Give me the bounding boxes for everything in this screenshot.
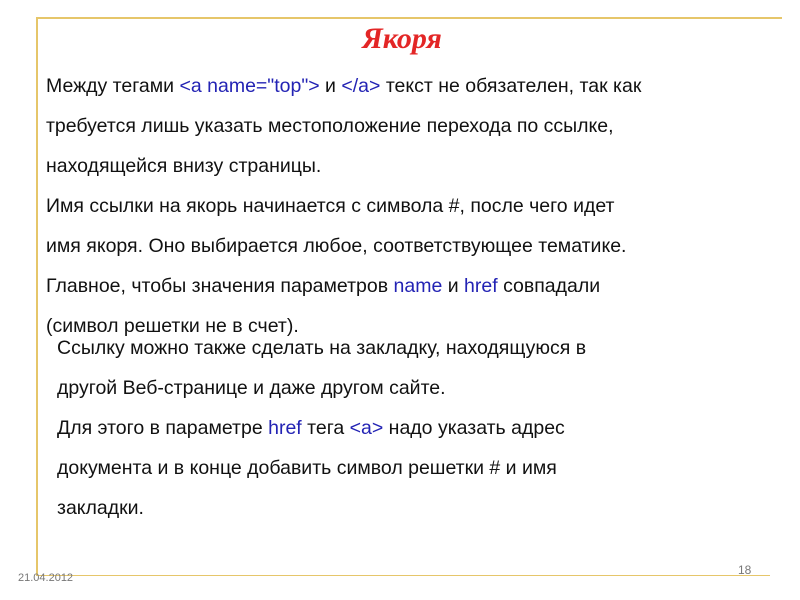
slide-frame-top-border — [38, 17, 782, 19]
code-keyword: href — [268, 417, 302, 439]
text-line — [46, 66, 641, 106]
text-fragment: и — [442, 275, 465, 297]
paragraph-anchors — [46, 66, 641, 346]
text-fragment: совпадали — [497, 275, 601, 297]
code-keyword: </a> — [341, 75, 381, 97]
text-line: имя якоря. Оно выбирается любое, соответствующее тематике. — [46, 235, 627, 257]
code-keyword: href — [464, 275, 498, 297]
text-line: находящейся внизу страницы. — [46, 155, 322, 177]
text-line: (символ решетки не в счет). — [46, 315, 299, 337]
text-line: документа и в конце добавить символ решетки # и имя — [57, 457, 557, 479]
text-fragment: тега — [301, 417, 350, 439]
text-line: закладки. — [57, 497, 144, 519]
code-keyword: <a name="top"> — [179, 75, 320, 97]
slide-page-number: 18 — [738, 563, 752, 577]
text-fragment: Главное, чтобы значения параметров — [46, 275, 394, 297]
paragraph-bookmarks — [57, 328, 586, 528]
code-keyword: <a> — [349, 417, 384, 439]
text-line — [57, 408, 586, 448]
slide-frame-bottom-border — [36, 575, 770, 576]
text-fragment: Для этого в параметре — [57, 417, 269, 439]
text-line: другой Веб-странице и даже другом сайте. — [57, 377, 446, 399]
slide-frame-left-border — [36, 17, 38, 575]
text-fragment: надо указать адрес — [383, 417, 565, 439]
text-fragment: и — [319, 75, 342, 97]
code-keyword: name — [393, 275, 443, 297]
slide-date: 21.04.2012 — [18, 572, 74, 584]
text-line — [46, 266, 641, 306]
text-fragment: Между тегами — [46, 75, 180, 97]
text-line: Имя ссылки на якорь начинается с символа #, после чего идет — [46, 195, 615, 217]
text-line: требуется лишь указать местоположение перехода по ссылке, — [46, 115, 614, 137]
slide-title: Якоря — [362, 22, 442, 55]
text-fragment: текст не обязателен, так как — [380, 75, 642, 97]
text-line: Ссылку можно также сделать на закладку, находящуюся в — [57, 337, 587, 359]
